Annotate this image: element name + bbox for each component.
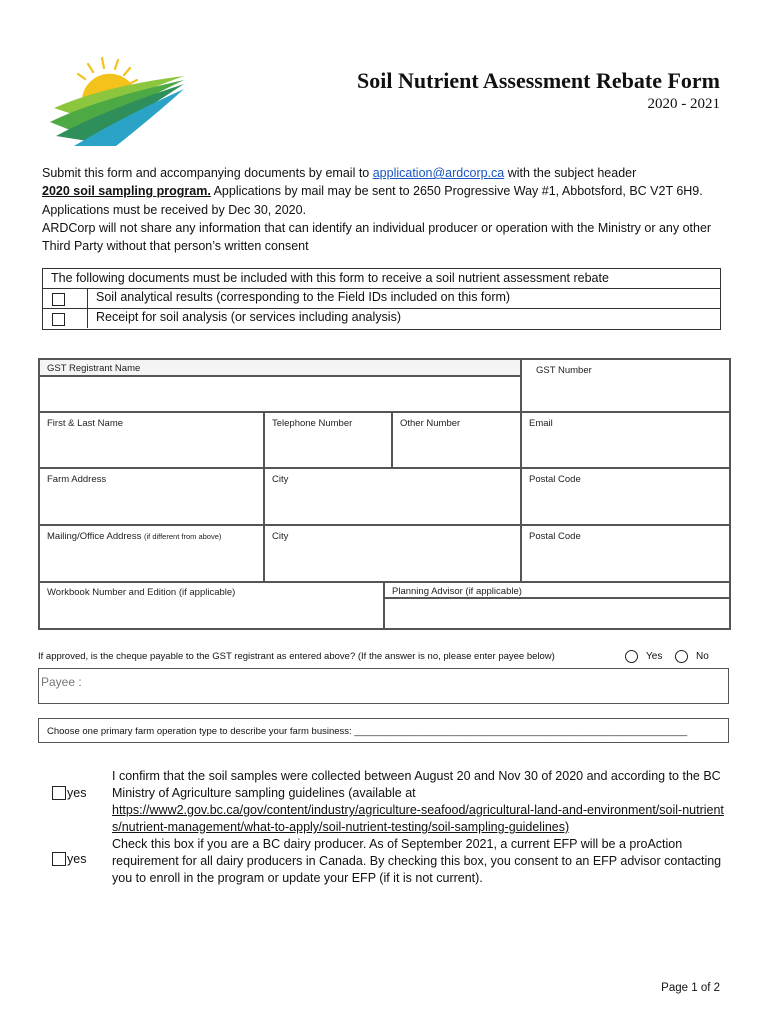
documents-heading: The following documents must be included with this form to receive a soil nutrient assessment rebate xyxy=(51,271,609,285)
mailing-postal-code-label: Postal Code xyxy=(529,531,581,542)
document-item xyxy=(43,288,720,308)
document-item-label: Receipt for soil analysis (or services including analysis) xyxy=(96,310,401,324)
form-title: Soil Nutrient Assessment Rebate Form xyxy=(357,68,720,93)
email-link[interactable]: application@ardcorp.ca xyxy=(372,166,505,180)
deadline-text: Applications must be received by Dec 30, 2020. xyxy=(42,202,307,217)
farm-operation-type-label: Choose one primary farm operation type to describe your farm business: _______________________________________________________________ xyxy=(47,726,688,737)
farm-address-label: Farm Address xyxy=(47,474,107,485)
intro-text xyxy=(42,164,732,255)
first-last-name-field[interactable] xyxy=(39,412,264,468)
email-label: Email xyxy=(529,418,553,429)
gst-registrant-name-label: GST Registrant Name xyxy=(47,363,141,374)
telephone-number-field[interactable] xyxy=(264,412,392,468)
gst-number-label: GST Number xyxy=(536,365,592,376)
payable-yes-radio[interactable] xyxy=(625,650,638,663)
gst-number-field[interactable] xyxy=(521,359,730,412)
other-number-field[interactable] xyxy=(392,412,521,468)
payee-label: Payee : xyxy=(41,675,82,689)
farm-address-field[interactable] xyxy=(39,468,264,525)
postal-code-label: Postal Code xyxy=(529,474,581,485)
planning-advisor-field[interactable] xyxy=(384,598,730,629)
dairy-producer-yes-label: yes xyxy=(67,852,87,866)
dairy-producer-checkbox[interactable] xyxy=(52,852,66,866)
sampling-confirm-text: I confirm that the soil samples were collected between August 20 and Nov 30 of 2020 and according to the BC Ministry of Agriculture sampling guidelines (available at xyxy=(112,769,721,800)
soil-receipt-checkbox[interactable] xyxy=(52,313,65,326)
payee-field[interactable] xyxy=(38,668,729,704)
email-field[interactable] xyxy=(521,412,730,468)
subject-header: 2020 soil sampling program. xyxy=(42,184,211,199)
gst-registrant-name-header xyxy=(39,359,521,376)
applicant-form xyxy=(38,358,731,630)
workbook-field[interactable] xyxy=(39,582,384,629)
required-documents-box xyxy=(42,268,721,330)
first-last-name-label: First & Last Name xyxy=(47,418,124,429)
form-year: 2020 - 2021 xyxy=(647,96,720,112)
dairy-producer-text: Check this box if you are a BC dairy producer. As of September 2021, a current EFP will be a proAction requirement for all dairy producers in Canada. By checking this box, you consent to an EFP advisor contacting you to enroll in the program or update your EFP (if it is not current). xyxy=(112,837,722,885)
farm-operation-type-field[interactable] xyxy=(38,718,729,743)
sun-over-green-field-logo xyxy=(44,56,194,148)
planning-advisor-label: Planning Advisor (if applicable) xyxy=(392,586,522,597)
privacy-text: ARDCorp will not share any information that can identify an individual producer or operation with the Ministry or any other Third Party without that person’s written consent xyxy=(42,220,712,254)
mail-address: Applications by mail may be sent to 2650 Progressive Way #1, Abbotsford, BC V2T 6H9. xyxy=(210,184,703,199)
mailing-address-text: Mailing/Office Address xyxy=(47,531,142,542)
telephone-number-label: Telephone Number xyxy=(272,418,353,429)
mailing-city-label: City xyxy=(272,531,289,542)
gst-registrant-name-field[interactable] xyxy=(39,376,521,412)
planning-advisor-header xyxy=(384,582,730,598)
document-item xyxy=(43,308,720,328)
mailing-postal-code-field[interactable] xyxy=(521,525,730,582)
payable-no-label: No xyxy=(696,651,709,662)
payable-yes-label: Yes xyxy=(646,651,663,662)
intro-line1-post: with the subject header xyxy=(504,166,637,180)
payable-question: If approved, is the cheque payable to the GST registrant as entered above? (If the answer is no, please enter payee below) xyxy=(38,651,555,662)
other-number-label: Other Number xyxy=(400,418,461,429)
payable-no-radio[interactable] xyxy=(675,650,688,663)
mailing-address-field[interactable] xyxy=(39,525,264,582)
document-item-label: Soil analytical results (corresponding to the Field IDs included on this form) xyxy=(96,290,511,304)
postal-code-field[interactable] xyxy=(521,468,730,525)
city-field[interactable] xyxy=(264,468,521,525)
mailing-city-field[interactable] xyxy=(264,525,521,582)
page-number: Page 1 of 2 xyxy=(661,982,720,994)
intro-line1-pre: Submit this form and accompanying documents by email to xyxy=(42,166,373,180)
mailing-address-note: (if different from above) xyxy=(143,532,222,541)
confirmations-text xyxy=(112,768,732,887)
sampling-confirm-checkbox[interactable] xyxy=(52,786,66,800)
workbook-label: Workbook Number and Edition (if applicable) xyxy=(47,587,236,598)
city-label: City xyxy=(272,474,289,485)
mailing-address-label xyxy=(47,531,221,542)
sampling-guidelines-link[interactable]: https://www2.gov.bc.ca/gov/content/industry/agriculture-seafood/agricultural-land-and-environment/soil-nutrients/nutrient-management/what-to-apply/soil-nutrient-testing/soil-sampling-guidelines) xyxy=(112,803,724,834)
soil-results-checkbox[interactable] xyxy=(52,293,65,306)
sampling-confirm-yes-label: yes xyxy=(67,786,87,800)
